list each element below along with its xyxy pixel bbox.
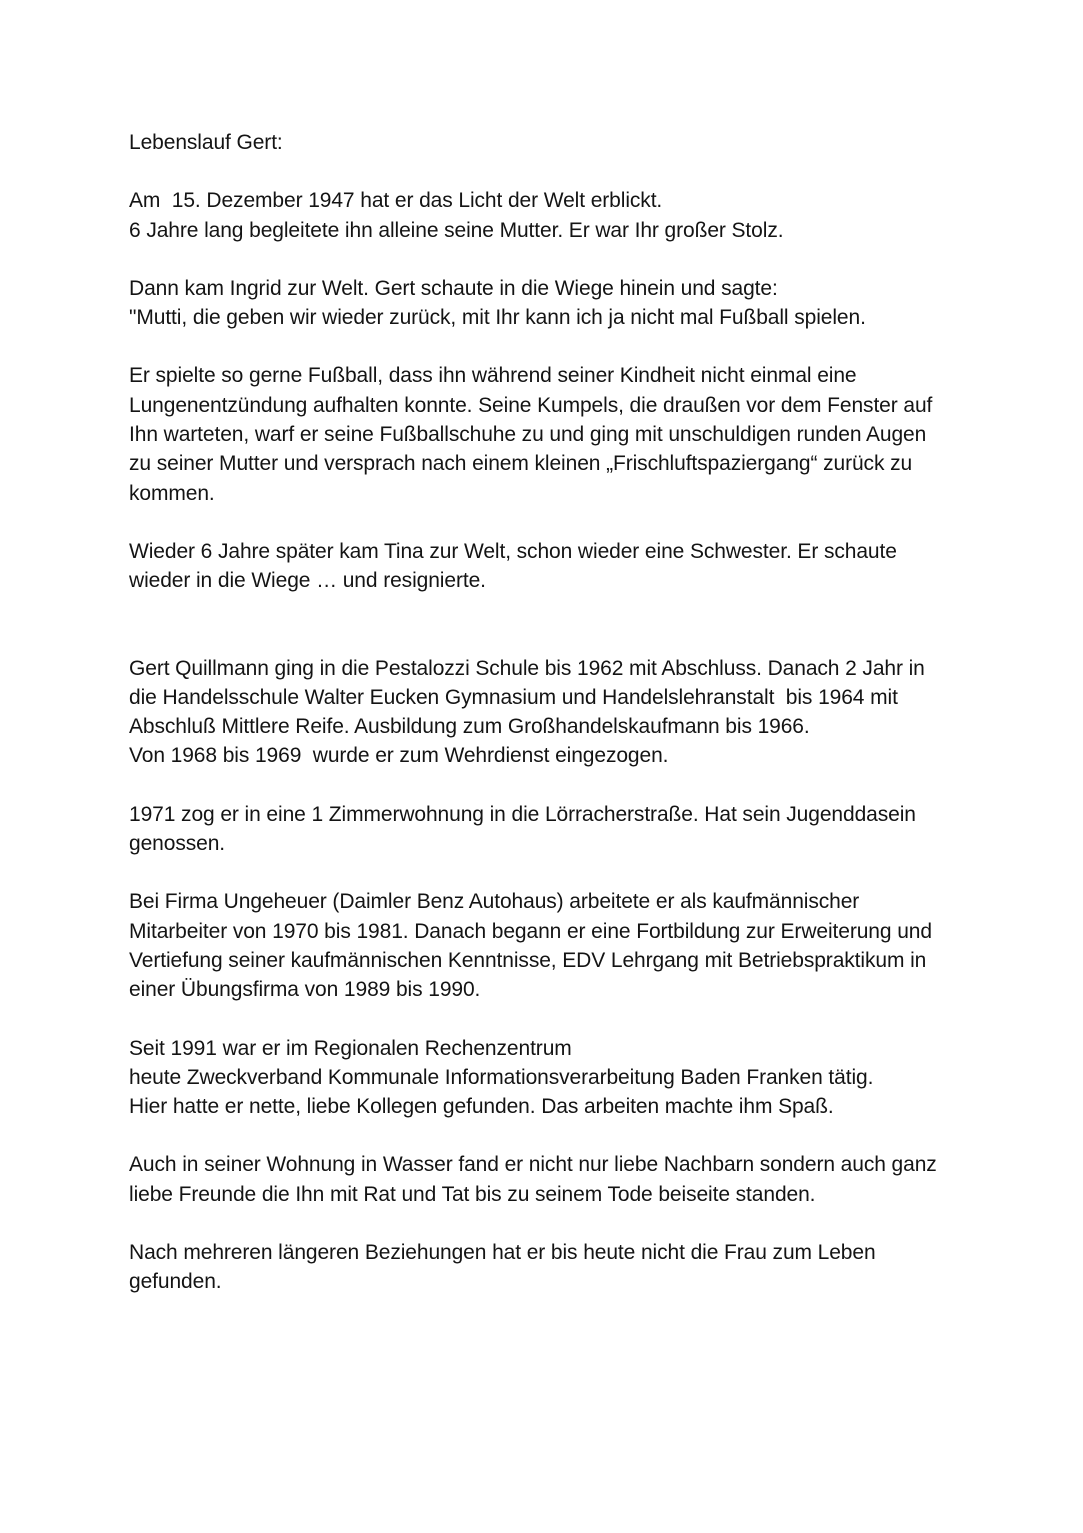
paragraph-computing-center <box>129 1034 1029 1122</box>
paragraph-friends <box>129 1150 1029 1209</box>
text-line: Dann kam Ingrid zur Welt. Gert schaute in die Wiege hinein und sagte: <box>129 276 778 300</box>
text-line: Nach mehreren längeren Beziehungen hat er bis heute nicht die Frau zum Leben <box>129 1241 876 1265</box>
text-line: 6 Jahre lang begleitete ihn alleine seine Mutter. Er war Ihr großer Stolz. <box>129 218 784 242</box>
text-line: Am 15. Dezember 1947 hat er das Licht der Welt erblickt. <box>129 189 663 213</box>
text-line: Wieder 6 Jahre später kam Tina zur Welt, schon wieder eine Schwester. Er schaute <box>129 539 897 563</box>
text-line: kommen. <box>129 481 215 505</box>
text-line: Ihn warteten, warf er seine Fußballschuhe zu und ging mit unschuldigen runden Augen <box>129 423 927 447</box>
text-line: 1971 zog er in eine 1 Zimmerwohnung in die Lörracherstraße. Hat sein Jugenddasein <box>129 802 916 826</box>
text-line: Lungenentzündung aufhalten konnte. Seine Kumpels, die draußen vor dem Fenster auf <box>129 393 933 417</box>
text-line: einer Übungsfirma von 1989 bis 1990. <box>129 978 481 1002</box>
paragraph-career <box>129 887 1029 1004</box>
paragraph-apartment <box>129 800 1029 859</box>
text-line: heute Zweckverband Kommunale Informationsverarbeitung Baden Franken tätig. <box>129 1065 874 1089</box>
text-line: Abschluß Mittlere Reife. Ausbildung zum Großhandelskaufmann bis 1966. <box>129 715 810 739</box>
paragraph-ingrid <box>129 274 1029 333</box>
text-line: Gert Quillmann ging in die Pestalozzi Schule bis 1962 mit Abschluss. Danach 2 Jahr in <box>129 656 925 680</box>
text-line: Von 1968 bis 1969 wurde er zum Wehrdienst eingezogen. <box>129 744 669 768</box>
text-line: Seit 1991 war er im Regionalen Rechenzentrum <box>129 1036 572 1060</box>
text-line: liebe Freunde die Ihn mit Rat und Tat bis zu seinem Tode beiseite standen. <box>129 1182 816 1206</box>
paragraph-education <box>129 654 1029 771</box>
text-line: Mitarbeiter von 1970 bis 1981. Danach begann er eine Fortbildung zur Erweiterung und <box>129 919 932 943</box>
text-line: zu seiner Mutter und versprach nach einem kleinen „Frischluftspaziergang“ zurück zu <box>129 452 913 476</box>
paragraph-birth <box>129 186 1029 245</box>
text-line: gefunden. <box>129 1270 222 1294</box>
paragraph-tina <box>129 537 1029 596</box>
text-line: Bei Firma Ungeheuer (Daimler Benz Autohaus) arbeitete er als kaufmännischer <box>129 890 860 914</box>
text-line: die Handelsschule Walter Eucken Gymnasium und Handelslehranstalt bis 1964 mit <box>129 685 898 709</box>
text-line: "Mutti, die geben wir wieder zurück, mit Ihr kann ich ja nicht mal Fußball spielen. <box>129 306 866 330</box>
text-line: wieder in die Wiege … und resignierte. <box>129 569 486 593</box>
text-line: Hier hatte er nette, liebe Kollegen gefunden. Das arbeiten machte ihm Spaß. <box>129 1095 834 1119</box>
document-body <box>129 128 1029 1326</box>
text-line: Er spielte so gerne Fußball, dass ihn während seiner Kindheit nicht einmal eine <box>129 364 857 388</box>
paragraph-relationships <box>129 1238 1029 1297</box>
text-line: Vertiefung seiner kaufmännischen Kenntnisse, EDV Lehrgang mit Betriebspraktikum in <box>129 948 927 972</box>
document-title: Lebenslauf Gert: <box>129 131 283 154</box>
text-line: Auch in seiner Wohnung in Wasser fand er nicht nur liebe Nachbarn sondern auch ganz <box>129 1153 937 1177</box>
text-line: genossen. <box>129 832 226 856</box>
paragraph-football <box>129 361 1029 507</box>
